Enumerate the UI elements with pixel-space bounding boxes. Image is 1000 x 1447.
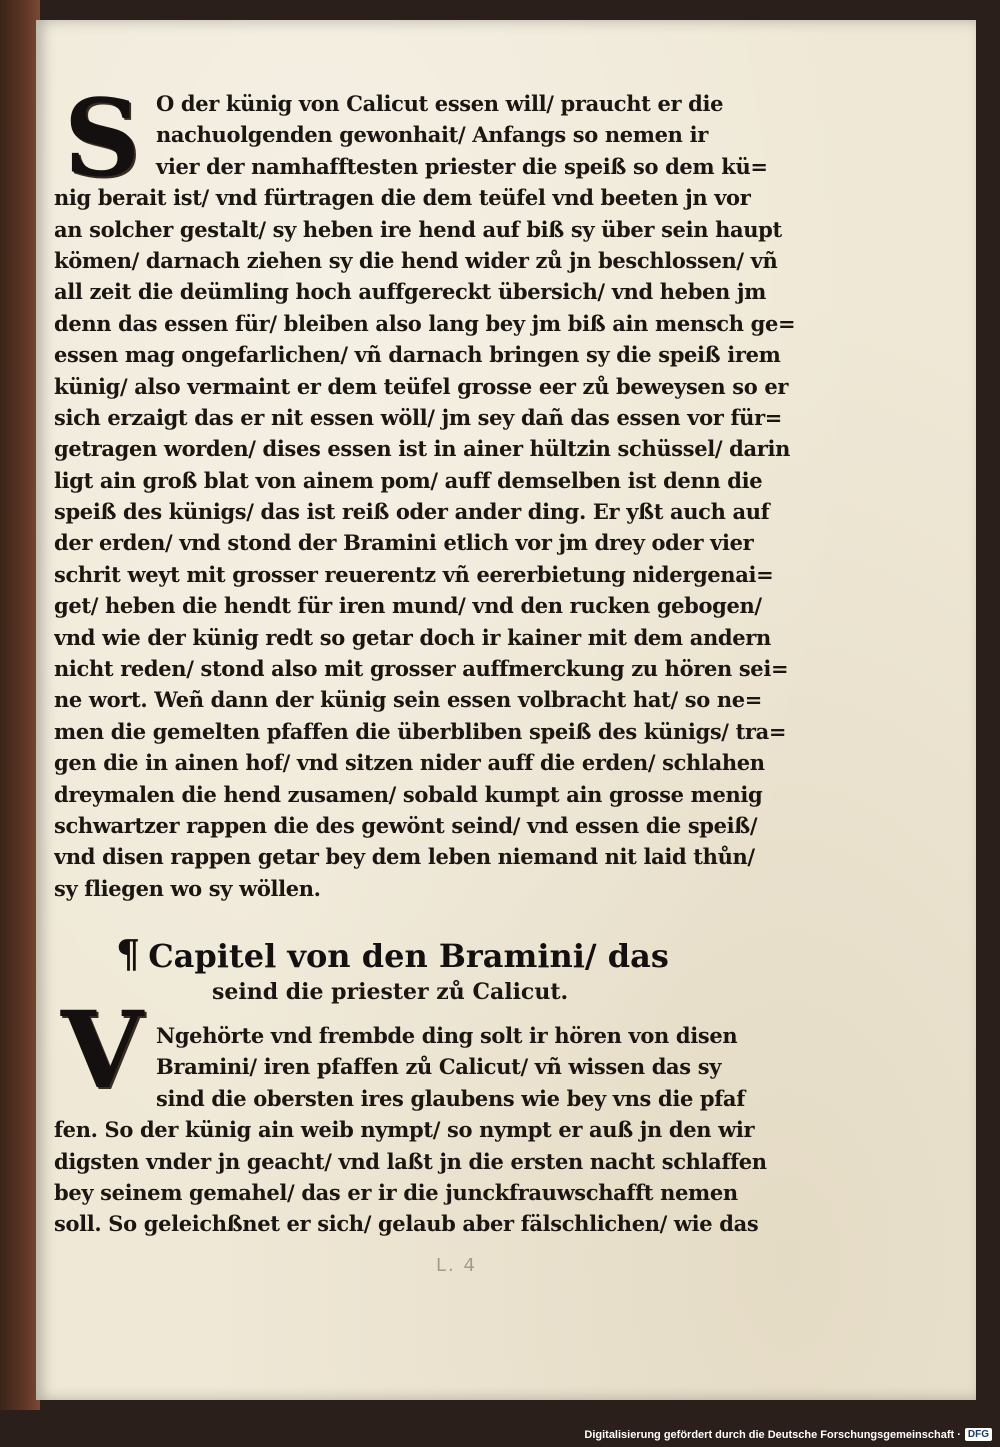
body-text-section-1 [54, 75, 814, 904]
text-line: all zeit die deümling hoch auffgereckt übersich/ vnd heben jm [54, 279, 767, 305]
text-line: dreymalen die hend zusamen/ sobald kumpt ain grosse menig [54, 781, 763, 807]
drop-cap-initial-v: V [60, 987, 144, 1112]
text-line: O der künig von Calicut essen will/ praucht er die [156, 91, 724, 116]
body-text-section-2 [54, 1020, 814, 1240]
text-line: sy fliegen wo sy wöllen. [54, 875, 321, 901]
text-line: nachuolgenden gewonhait/ Anfangs so nemen ir [156, 122, 708, 148]
text-line: essen mag ongefarlichen/ vñ darnach bringen sy die speiß irem [54, 342, 781, 368]
text-line: nicht reden/ stond also mit grosser auffmerckung zu hören sei= [54, 656, 789, 682]
dfg-logo: DFG [965, 1428, 992, 1441]
text-line: schwartzer rappen die des gewönt seind/ vnd essen die speiß/ [54, 812, 758, 838]
text-line: speiß des künigs/ das ist reiß oder ander ding. Er yßt auch auf [54, 499, 770, 525]
text-line: soll. So geleichßnet er sich/ gelaub aber fälschlichen/ wie das [54, 1211, 759, 1237]
text-line: nig berait ist/ vnd fürtragen die dem teüfel vnd beeten jn vor [54, 185, 751, 211]
text-line: get/ heben die hendt für iren mund/ vnd den rucken gebogen/ [54, 593, 762, 619]
chapter-heading [116, 931, 816, 976]
text-line: vnd disen rappen getar bey dem leben niemand nit laid thůn/ [54, 844, 755, 870]
pilcrow-icon: ¶ [116, 931, 141, 976]
text-line: ne wort. Weñ dann der künig sein essen volbracht hat/ so ne= [54, 687, 763, 713]
text-line: digsten vnder jn geacht/ vnd laßt jn die ersten nacht schlaffen [54, 1148, 767, 1174]
footer-credit-text: Digitalisierung gefördert durch die Deutsche Forschungsgemeinschaft · [584, 1428, 961, 1441]
text-line: sind die obersten ires glaubens wie bey vns die pfaf [156, 1085, 745, 1111]
text-line: getragen worden/ dises essen ist in ainer hültzin schüssel/ darin [54, 436, 791, 462]
book-binding-edge [0, 0, 40, 1410]
signature-mark: L. 4 [436, 1255, 477, 1276]
text-line: bey seinem gemahel/ das er ir die junckfrauwschafft nemen [54, 1179, 738, 1205]
drop-cap-initial-s: S [63, 75, 141, 200]
text-line: vnd wie der künig redt so getar doch ir kainer mit dem andern [54, 624, 771, 650]
text-line: gen die in ainen hof/ vnd sitzen nider auff die erden/ schlahen [54, 750, 765, 776]
text-line: denn das essen für/ bleiben also lang bey jm biß ain mensch ge= [54, 310, 796, 336]
chapter-heading-text: Capitel von den Bramini/ das [148, 937, 669, 975]
chapter-subheading: seind die priester zů Calicut. [212, 979, 569, 1005]
text-line: kömen/ darnach ziehen sy die hend wider zů jn beschlossen/ vñ [54, 247, 778, 273]
text-line: schrit weyt mit grosser reuerentz vñ eererbietung nidergenai= [54, 561, 774, 587]
text-line: Bramini/ iren pfaffen zů Calicut/ vñ wissen das sy [156, 1054, 722, 1080]
text-line: der erden/ vnd stond der Bramini etlich vor jm drey oder vier [54, 530, 754, 556]
digitization-footer [584, 1428, 992, 1441]
text-line: Ngehörte vnd frembde ding solt ir hören von disen [156, 1023, 738, 1048]
text-line: ligt ain groß blat von ainem pom/ auff demselben ist denn die [54, 467, 763, 493]
text-line: men die gemelten pfaffen die überbliben speiß des künigs/ tra= [54, 718, 787, 744]
text-line: künig/ also vermaint er dem teüfel grosse eer zů beweysen so er [54, 373, 789, 399]
book-page [36, 20, 976, 1400]
text-line: an solcher gestalt/ sy heben ire hend auf biß sy über sein haupt [54, 216, 782, 242]
text-line: fen. So der künig ain weib nympt/ so nympt er auß jn den wir [54, 1117, 755, 1143]
text-line: sich erzaigt das er nit essen wöll/ jm sey dañ das essen vor für= [54, 404, 783, 430]
text-line: vier der namhafftesten priester die speiß so dem kü= [156, 153, 768, 179]
